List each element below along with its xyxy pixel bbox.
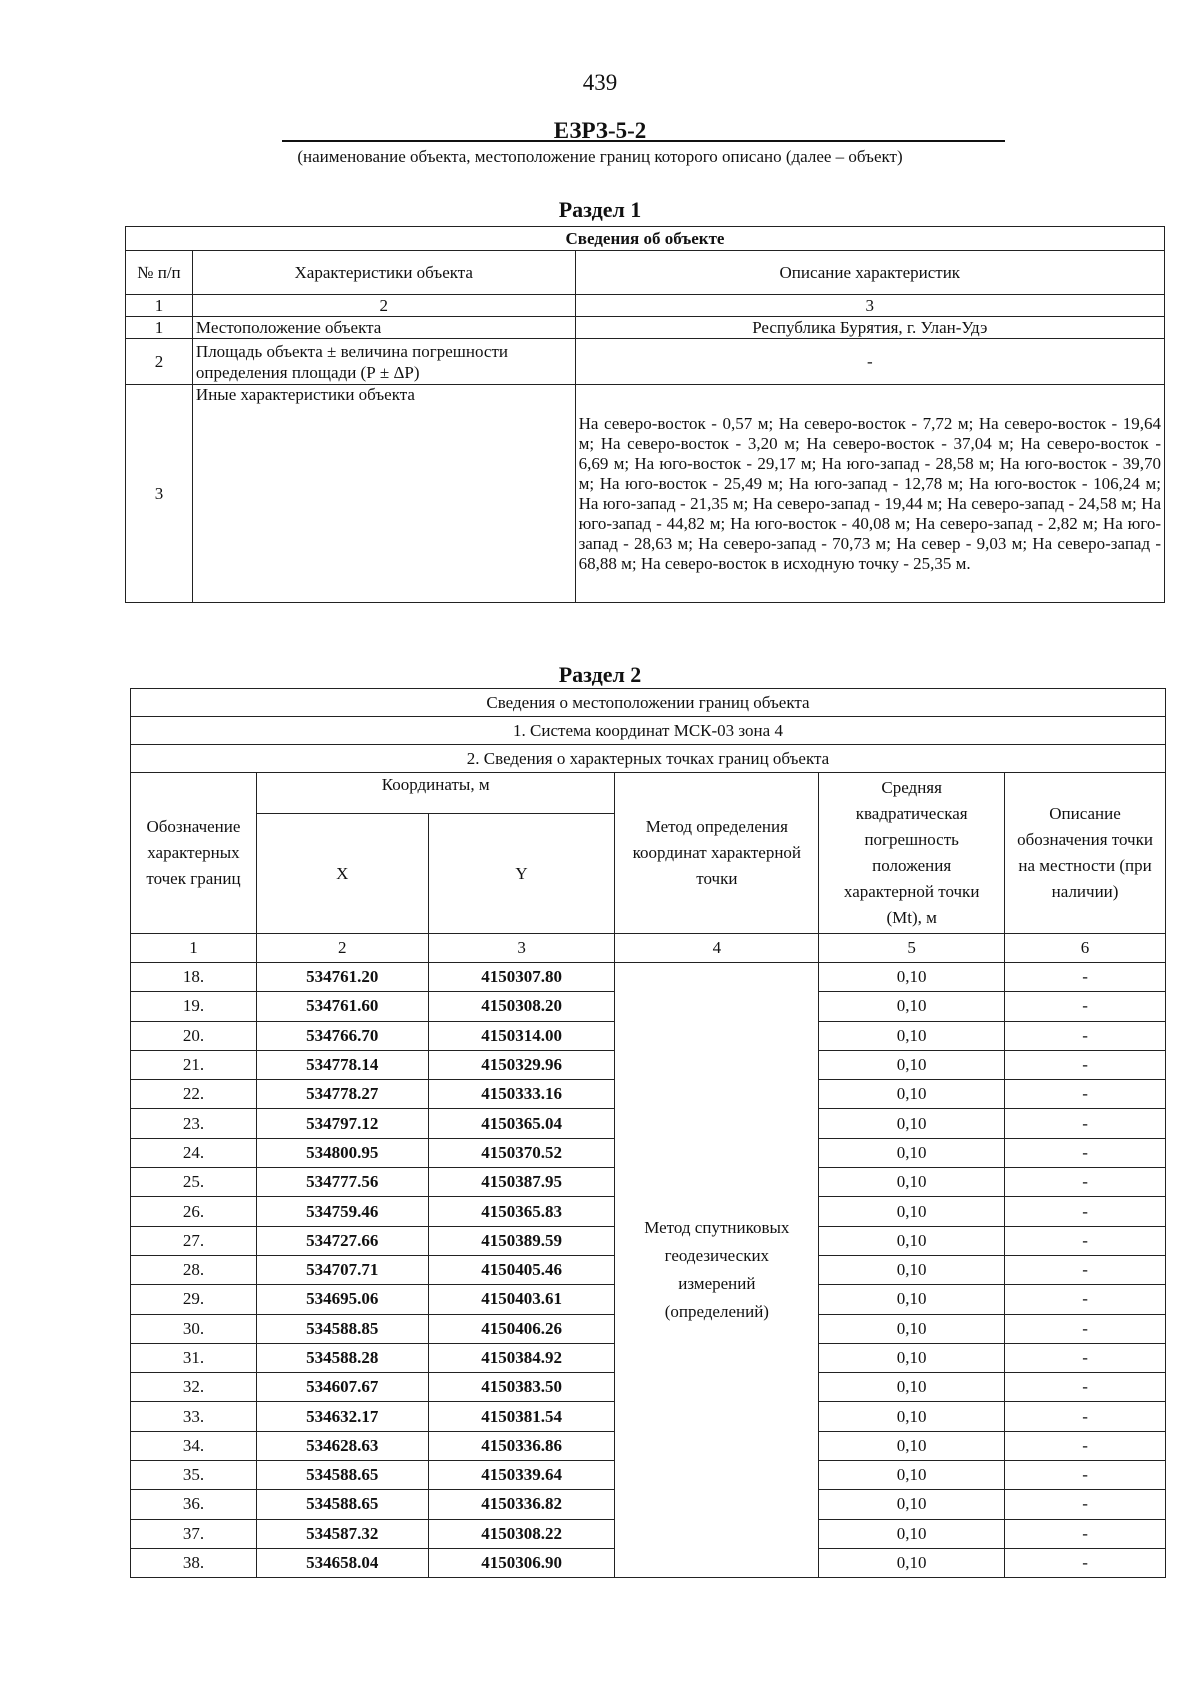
coord-x: 534800.95 [256, 1138, 428, 1167]
point-label: 24. [131, 1138, 257, 1167]
point-description: - [1005, 992, 1166, 1021]
point-description: - [1005, 1314, 1166, 1343]
mean-square-error: 0,10 [819, 1519, 1005, 1548]
mean-square-error: 0,10 [819, 963, 1005, 992]
coord-y: 4150307.80 [428, 963, 615, 992]
coord-x: 534778.14 [256, 1050, 428, 1079]
point-description: - [1005, 1402, 1166, 1431]
coord-x: 534632.17 [256, 1402, 428, 1431]
coord-y: 4150389.59 [428, 1226, 615, 1255]
mean-square-error: 0,10 [819, 1197, 1005, 1226]
coord-y: 4150308.20 [428, 992, 615, 1021]
coord-x: 534766.70 [256, 1021, 428, 1050]
table-row [126, 339, 1165, 385]
coord-y: 4150329.96 [428, 1050, 615, 1079]
mean-square-error: 0,10 [819, 1021, 1005, 1050]
section2-table [130, 688, 1166, 1578]
table-row [126, 385, 1165, 603]
mean-square-error: 0,10 [819, 1168, 1005, 1197]
point-label: 38. [131, 1548, 257, 1577]
coord-x: 534761.60 [256, 992, 428, 1021]
coord-x: 534628.63 [256, 1431, 428, 1460]
mean-square-error: 0,10 [819, 1050, 1005, 1079]
coord-y: 4150336.82 [428, 1490, 615, 1519]
object-name-underline [282, 140, 1005, 142]
coord-x: 534797.12 [256, 1109, 428, 1138]
coord-x: 534658.04 [256, 1548, 428, 1577]
coord-x: 534777.56 [256, 1168, 428, 1197]
coord-x: 534607.67 [256, 1373, 428, 1402]
point-label: 20. [131, 1021, 257, 1050]
point-label: 27. [131, 1226, 257, 1255]
table-row [126, 317, 1165, 339]
point-description: - [1005, 1431, 1166, 1460]
mean-square-error: 0,10 [819, 1373, 1005, 1402]
point-description: - [1005, 1050, 1166, 1079]
header-point: Обозначение характерных точек границ [131, 773, 257, 934]
header-number: № п/п [126, 251, 193, 295]
col-number: 2 [192, 295, 575, 317]
col-number: 5 [819, 934, 1005, 963]
coord-y: 4150370.52 [428, 1138, 615, 1167]
header-description: Описание характеристик [575, 251, 1164, 295]
points-title: 2. Сведения о характерных точках границ объекта [131, 745, 1166, 773]
mean-square-error: 0,10 [819, 1080, 1005, 1109]
point-label: 28. [131, 1255, 257, 1284]
coord-y: 4150339.64 [428, 1461, 615, 1490]
mean-square-error: 0,10 [819, 1255, 1005, 1284]
point-label: 31. [131, 1343, 257, 1372]
point-label: 33. [131, 1402, 257, 1431]
coord-x: 534707.71 [256, 1255, 428, 1284]
header-error: Средняя квадратическая погрешность положения характерной точки (Mt), м [819, 773, 1005, 934]
row-description: Республика Бурятия, г. Улан-Удэ [575, 317, 1164, 339]
coord-y: 4150387.95 [428, 1168, 615, 1197]
point-description: - [1005, 1226, 1166, 1255]
row-number: 1 [126, 317, 193, 339]
col-number: 1 [131, 934, 257, 963]
point-description: - [1005, 1138, 1166, 1167]
row-number: 3 [126, 385, 193, 603]
mean-square-error: 0,10 [819, 1314, 1005, 1343]
point-label: 26. [131, 1197, 257, 1226]
mean-square-error: 0,10 [819, 1226, 1005, 1255]
method-cell: Метод спутниковых геодезических измерений (определений) [615, 963, 819, 1578]
coord-y: 4150308.22 [428, 1519, 615, 1548]
section1-title: Раздел 1 [558, 197, 642, 222]
coord-y: 4150406.26 [428, 1314, 615, 1343]
point-description: - [1005, 1461, 1166, 1490]
coord-y: 4150405.46 [428, 1255, 615, 1284]
point-description: - [1005, 1519, 1166, 1548]
coord-y: 4150365.83 [428, 1197, 615, 1226]
point-label: 32. [131, 1373, 257, 1402]
coord-x: 534778.27 [256, 1080, 428, 1109]
section1-table-title: Сведения об объекте [126, 227, 1165, 251]
mean-square-error: 0,10 [819, 1431, 1005, 1460]
mean-square-error: 0,10 [819, 1461, 1005, 1490]
coord-x: 534727.66 [256, 1226, 428, 1255]
coord-x: 534588.85 [256, 1314, 428, 1343]
section2-title: Раздел 2 [558, 662, 642, 687]
coordinate-system: 1. Система координат МСК-03 зона 4 [131, 717, 1166, 745]
header-x: X [256, 814, 428, 934]
coord-x: 534588.65 [256, 1490, 428, 1519]
mean-square-error: 0,10 [819, 1490, 1005, 1519]
mean-square-error: 0,10 [819, 1343, 1005, 1372]
point-label: 36. [131, 1490, 257, 1519]
point-description: - [1005, 1109, 1166, 1138]
col-number: 1 [126, 295, 193, 317]
row-characteristic: Иные характеристики объекта [192, 385, 575, 603]
header-point-description: Описание обозначения точки на местности (при наличии) [1005, 773, 1166, 934]
coord-y: 4150336.86 [428, 1431, 615, 1460]
section2-table-title: Сведения о местоположении границ объекта [131, 689, 1166, 717]
point-label: 25. [131, 1168, 257, 1197]
point-description: - [1005, 1255, 1166, 1284]
point-description: - [1005, 1548, 1166, 1577]
point-label: 30. [131, 1314, 257, 1343]
coord-x: 534759.46 [256, 1197, 428, 1226]
header-y: Y [428, 814, 615, 934]
coord-y: 4150383.50 [428, 1373, 615, 1402]
mean-square-error: 0,10 [819, 1109, 1005, 1138]
col-number: 2 [256, 934, 428, 963]
mean-square-error: 0,10 [819, 1285, 1005, 1314]
header-method: Метод определения координат характерной точки [615, 773, 819, 934]
coord-y: 4150403.61 [428, 1285, 615, 1314]
col-number: 3 [575, 295, 1164, 317]
coord-y: 4150314.00 [428, 1021, 615, 1050]
point-description: - [1005, 1285, 1166, 1314]
coord-x: 534588.28 [256, 1343, 428, 1372]
mean-square-error: 0,10 [819, 992, 1005, 1021]
table-row [131, 963, 1166, 992]
mean-square-error: 0,10 [819, 1402, 1005, 1431]
point-description: - [1005, 1080, 1166, 1109]
section1-table [125, 226, 1165, 603]
coord-x: 534587.32 [256, 1519, 428, 1548]
coord-y: 4150381.54 [428, 1402, 615, 1431]
coord-y: 4150384.92 [428, 1343, 615, 1372]
header-characteristics: Характеристики объекта [192, 251, 575, 295]
coord-y: 4150333.16 [428, 1080, 615, 1109]
header-coordinates: Координаты, м [256, 773, 615, 814]
point-description: - [1005, 1373, 1166, 1402]
point-label: 29. [131, 1285, 257, 1314]
page-number: 439 [582, 70, 618, 95]
object-name: ЕЗРЗ-5-2 [553, 118, 647, 143]
row-characteristic: Местоположение объекта [192, 317, 575, 339]
coord-x: 534588.65 [256, 1461, 428, 1490]
row-number: 2 [126, 339, 193, 385]
point-label: 21. [131, 1050, 257, 1079]
row-characteristic: Площадь объекта ± величина погрешности определения площади (Р ± ΔР) [192, 339, 575, 385]
coord-y: 4150365.04 [428, 1109, 615, 1138]
coord-y: 4150306.90 [428, 1548, 615, 1577]
point-description: - [1005, 1343, 1166, 1372]
point-label: 37. [131, 1519, 257, 1548]
col-number: 6 [1005, 934, 1166, 963]
point-description: - [1005, 1021, 1166, 1050]
object-caption: (наименование объекта, местоположение границ которого описано (далее – объект) [297, 147, 903, 166]
point-description: - [1005, 1197, 1166, 1226]
mean-square-error: 0,10 [819, 1138, 1005, 1167]
row-description: - [575, 339, 1164, 385]
point-label: 18. [131, 963, 257, 992]
point-description: - [1005, 963, 1166, 992]
col-number: 3 [428, 934, 615, 963]
coord-x: 534695.06 [256, 1285, 428, 1314]
point-label: 34. [131, 1431, 257, 1460]
coord-x: 534761.20 [256, 963, 428, 992]
mean-square-error: 0,10 [819, 1548, 1005, 1577]
point-label: 22. [131, 1080, 257, 1109]
col-number: 4 [615, 934, 819, 963]
point-description: - [1005, 1490, 1166, 1519]
row-description: На северо-восток - 0,57 м; На северо-восток - 7,72 м; На северо-восток - 19,64 м; На северо-восток - 3,20 м; На северо-восток - 37,04 м; На северо-восток - 6,69 м; На юго-восток - 29,17 м; На юго-запад - 28,58 м; На юго-восток - 39,70 м; На юго-восток - 25,49 м; На юго-запад - 12,78 м; На юго-восток - 106,24 м; На юго-запад - 21,35 м; На северо-запад - 19,44 м; На северо-запад - 24,58 м; На юго-запад - 44,82 м; На юго-восток - 40,08 м; На северо-запад - 2,82 м; На юго-запад - 28,63 м; На северо-запад - 70,73 м; На север - 9,03 м; На северо-запад - 68,88 м; На северо-восток в исходную точку - 25,35 м. [575, 385, 1164, 603]
point-label: 35. [131, 1461, 257, 1490]
point-description: - [1005, 1168, 1166, 1197]
point-label: 19. [131, 992, 257, 1021]
point-label: 23. [131, 1109, 257, 1138]
